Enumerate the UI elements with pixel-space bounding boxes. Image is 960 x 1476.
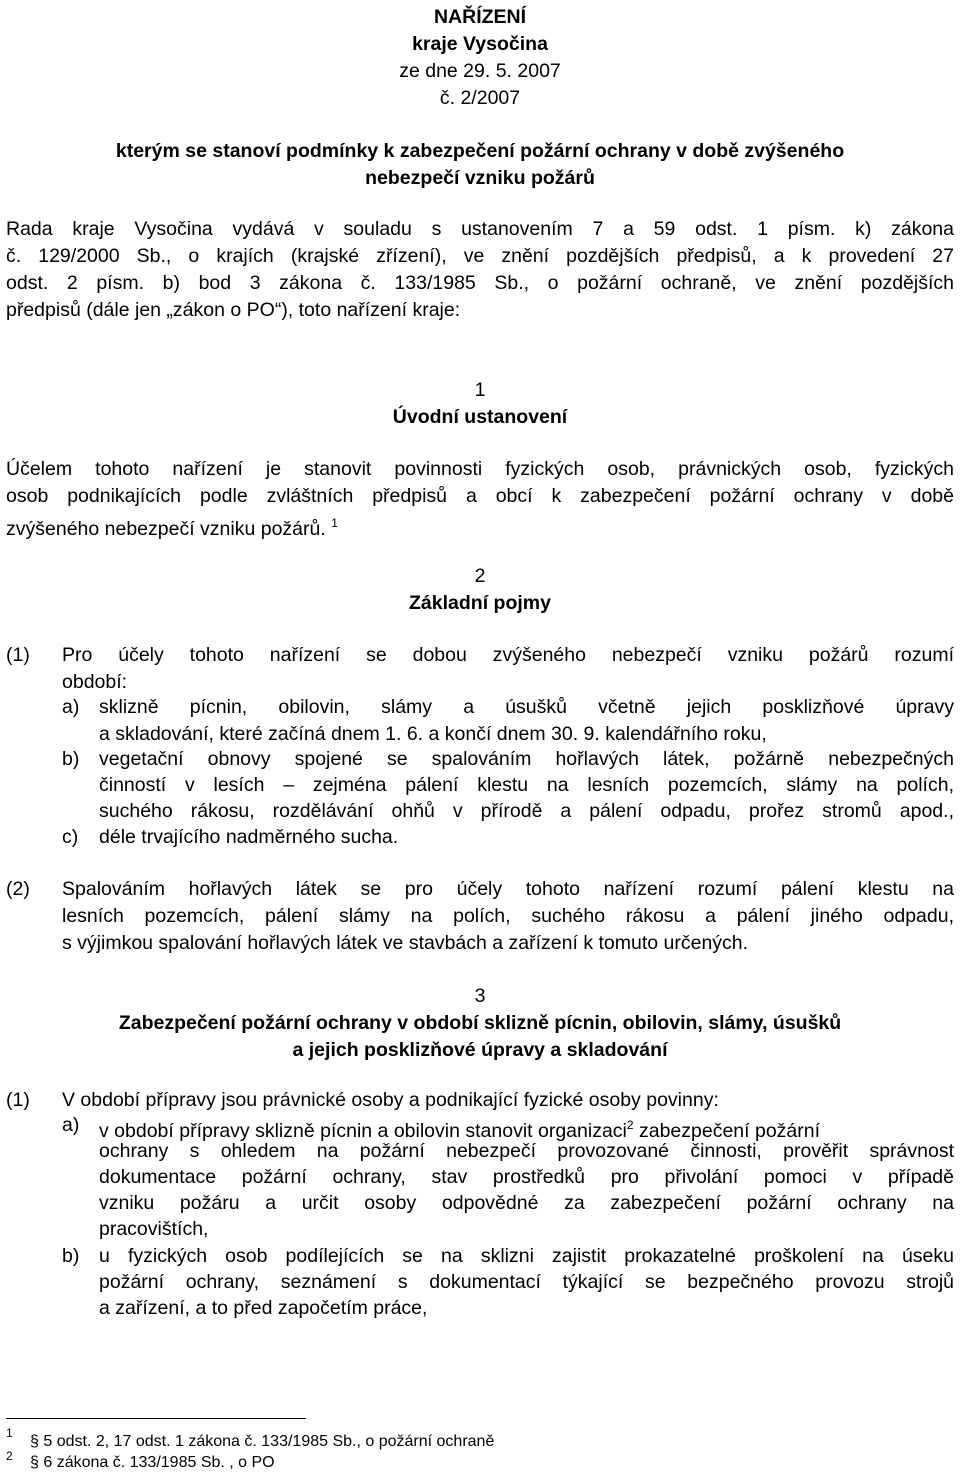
subject-line-1: kterým se stanoví podmínky k zabezpečení požární ochrany v době zvýšeného <box>115 140 845 162</box>
item-line: suchého rákosu, rozdělávání ohňů v přírodě a pálení odpadu, prořez stromů apod., <box>99 800 954 822</box>
item-line: ochrany s ohledem na požární nebezpečí provozované činnosti, prověřit správnost <box>99 1140 954 1162</box>
section-1-line: Účelem tohoto nařízení je stanovit povinnosti fyzických osob, právnických osob, fyzických <box>6 458 954 480</box>
section-1-line: zvýšeného nebezpečí vzniku požárů. $^1$ <box>6 516 338 540</box>
preamble-line: č. 129/2000 Sb., o krajích (krajské zřízení), ve znění pozdějších předpisů, a k provedení 27 <box>6 245 954 267</box>
section-2-title: Základní pojmy <box>409 592 551 614</box>
regulation-number: č. 2/2007 <box>439 87 521 109</box>
paragraph-line: V období přípravy jsou právnické osoby a podnikající fyzické osoby povinny: <box>62 1089 719 1111</box>
item-line: pracovištích, <box>99 1218 209 1240</box>
section-3-title-line-1: Zabezpečení požární ochrany v období sklizně pícnin, obilovin, slámy, úsušků <box>118 1012 842 1034</box>
item-line: vzniku požáru a určit osoby odpovědné za zabezpečení požární ochrany na <box>99 1192 954 1214</box>
item-line: dokumentace požární ochrany, stav prostředků pro přivolání pomoci v případě <box>99 1166 954 1188</box>
item-line: sklizně pícnin, obilovin, slámy a úsušků včetně jejich posklizňové úpravy <box>99 696 954 718</box>
paragraph-number: (1) <box>6 644 30 666</box>
section-1-number: 1 <box>474 379 486 401</box>
footnote-number: 2 <box>6 1449 13 1463</box>
issuer: kraje Vysočina <box>412 33 548 55</box>
item-line: déle trvajícího nadměrného sucha. <box>99 826 399 848</box>
item-label: a) <box>62 696 80 718</box>
item-label: b) <box>62 1245 80 1267</box>
paragraph-line: Pro účely tohoto nařízení se dobou zvýšeného nebezpečí vzniku požárů rozumí <box>62 644 954 666</box>
item-line: u fyzických osob podílejících se na sklizni zajistit prokazatelné proškolení na úseku <box>99 1245 954 1267</box>
section-1-line: osob podnikajících podle zvláštních předpisů a obcí k zabezpečení požární ochrany v době <box>6 485 954 507</box>
item-line: a skladování, které začíná dnem 1. 6. a končí dnem 30. 9. kalendářního roku, <box>99 723 767 745</box>
paragraph-line: období: <box>62 671 128 693</box>
paragraph-line: s výjimkou spalování hořlavých látek ve stavbách a zařízení k tomuto určených. <box>62 932 749 954</box>
item-label: b) <box>62 748 80 770</box>
preamble-line: Rada kraje Vysočina vydává v souladu s ustanovením 7 a 59 odst. 1 písm. k) zákona <box>6 218 954 240</box>
footnote-ref: 2 <box>626 1118 634 1132</box>
section-2-number: 2 <box>474 565 486 587</box>
issue-date: ze dne 29. 5. 2007 <box>399 60 561 82</box>
footnote-ref: 1 <box>331 516 338 530</box>
item-line: a zařízení, a to před započetím práce, <box>99 1297 428 1319</box>
section-1-title: Úvodní ustanovení <box>392 406 568 428</box>
preamble-line: odst. 2 písm. b) bod 3 zákona č. 133/1985 Sb., o požární ochraně, ve znění pozdějších <box>6 272 954 294</box>
paragraph-number: (2) <box>6 878 30 900</box>
item-line: požární ochrany, seznámení s dokumentací týkající se bezpečného provozu strojů <box>99 1271 954 1293</box>
item-label: c) <box>62 826 79 848</box>
preamble-line: předpisů (dále jen „zákon o PO“), toto nařízení kraje: <box>6 299 461 321</box>
footnote-text: § 5 odst. 2, 17 odst. 1 zákona č. 133/1985 Sb., o požární ochraně <box>30 1433 495 1450</box>
paragraph-number: (1) <box>6 1089 30 1111</box>
footnote-number: 1 <box>6 1426 13 1440</box>
document-title: NAŘÍZENÍ <box>433 6 527 28</box>
item-line: v období přípravy sklizně pícnin a obilovin stanovit organizaci$^2$ zabezpečení požární <box>99 1118 821 1142</box>
section-3-title-line-2: a jejich posklizňové úpravy a skladování <box>292 1039 668 1061</box>
paragraph-line: Spalováním hořlavých látek se pro účely tohoto nařízení rozumí pálení klestu na <box>62 878 954 900</box>
footnote-separator <box>6 1418 306 1419</box>
section-sign-icon: § <box>30 1454 39 1471</box>
item-line: vegetační obnovy spojené se spalováním hořlavých látek, požárně nebezpečných <box>99 748 954 770</box>
subject-line-2: nebezpečí vzniku požárů <box>365 167 595 189</box>
paragraph-line: lesních pozemcích, pálení slámy na polích, suchého rákosu a pálení jiného odpadu, <box>62 905 954 927</box>
section-3-number: 3 <box>474 985 486 1007</box>
section-sign-icon: § <box>30 1433 39 1450</box>
footnote-text: § 6 zákona č. 133/1985 Sb. , o PO <box>30 1454 275 1471</box>
item-label: a) <box>62 1114 80 1136</box>
item-line: činností v lesích – zejména pálení klestu na lesních pozemcích, slámy na polích, <box>99 774 954 796</box>
